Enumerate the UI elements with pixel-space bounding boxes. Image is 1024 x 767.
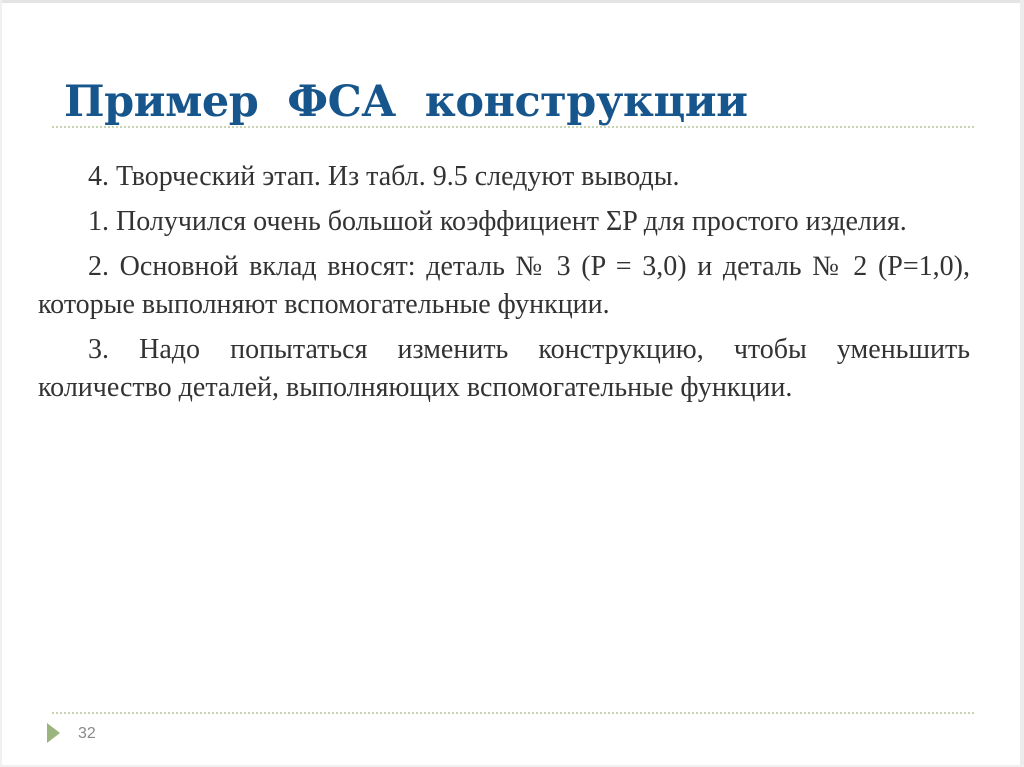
page-number: 32 [78,725,96,742]
slide-frame-right [1020,0,1024,767]
paragraph-creative-stage: 4. Творческий этап. Из табл. 9.5 следуют выводы. [88,161,680,192]
paragraph-conclusion-2: 2. Основной вклад вносят: деталь № 3 (P = 3,0) и деталь № 2 (P=1,0), которые выполняют вспомогательные функции. [38,251,970,320]
slide-frame-left [0,0,2,767]
footer-divider [52,712,974,714]
slide-frame-top [0,0,1024,3]
title-divider [52,126,974,128]
paragraph-conclusion-1: 1. Получился очень большой коэффициент ΣP для простого изделия. [88,206,907,237]
paragraph-conclusion-3: 3. Надо попытаться изменить конструкцию, чтобы уменьшить количество деталей, выполняющих вспомогательные функции. [38,334,970,403]
triangle-right-icon [47,723,60,743]
slide-body [38,158,970,414]
slide-title: Пример ФСА конструкции [64,77,748,127]
